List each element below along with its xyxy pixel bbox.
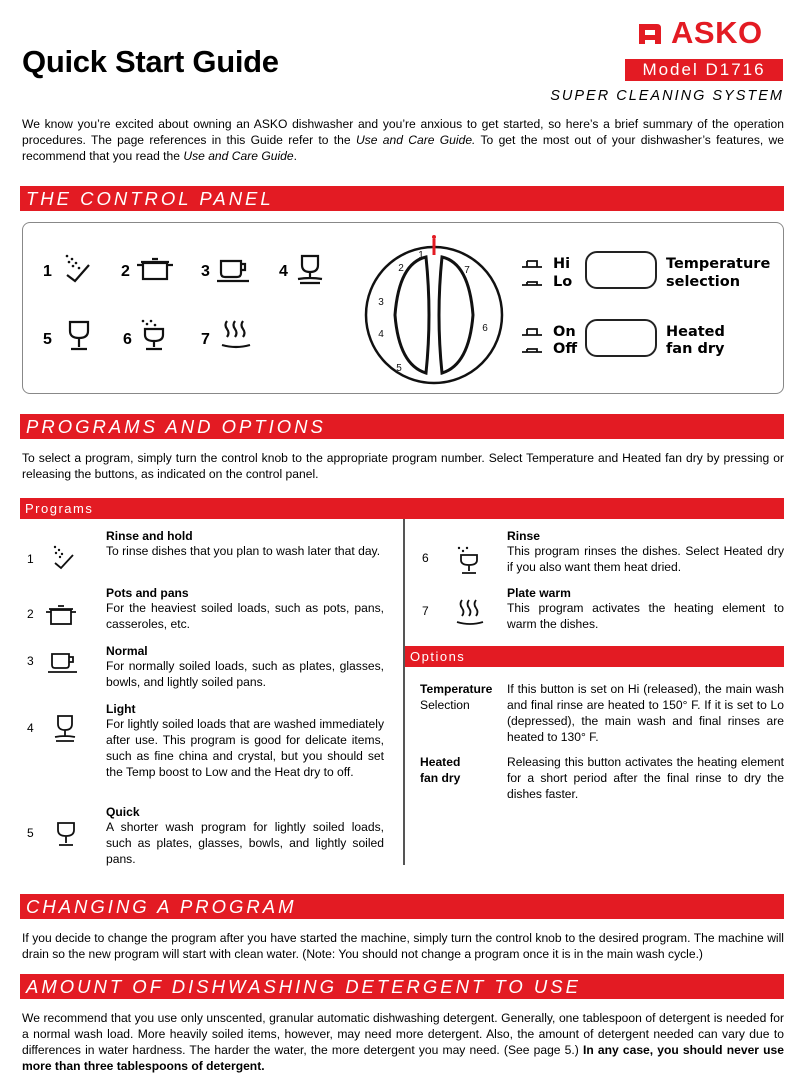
released-button-icon bbox=[521, 259, 543, 271]
asko-logo-icon bbox=[635, 18, 665, 48]
programs-description: To select a program, simply turn the control knob to the appropriate program number. Select Temperature and Heated fan dry by pressing or releasing the buttons, as indicated on the control panel. bbox=[22, 451, 784, 481]
model-badge: Model D1716 bbox=[625, 59, 783, 81]
rinse-hold-icon bbox=[59, 251, 93, 285]
temp-lo-label: Lo bbox=[553, 274, 573, 290]
wine-glass-icon bbox=[295, 253, 325, 287]
dry-off-label: Off bbox=[553, 341, 578, 357]
program-dial[interactable] bbox=[359, 233, 509, 389]
cup-icon bbox=[215, 253, 251, 285]
brand-name: ASKO bbox=[671, 15, 763, 50]
section-heading-programs-options: PROGRAMS AND OPTIONS bbox=[20, 414, 784, 439]
wine-glass-icon bbox=[52, 712, 78, 746]
option-label: Temperature Selection bbox=[420, 682, 493, 712]
program-number: 7 bbox=[422, 604, 429, 618]
heated-dry-label: Heated bbox=[666, 324, 725, 340]
changing-paragraph: If you decide to change the program after you have started the machine, simply turn the control knob to the desired program. The machine will drain so the new program will start with clean water. (Note: You should not change a program once it is in the main wash cycle.) bbox=[22, 931, 784, 961]
option-text: If this button is set on Hi (released), the main wash and final rinse are heated to 150° F. If it is set to Lo (depressed), the main wash and final rinses are heated to 130° F. bbox=[507, 682, 784, 744]
dial-number: 6 bbox=[482, 323, 488, 334]
dial-number: 2 bbox=[398, 263, 404, 274]
brand-logo bbox=[635, 16, 763, 50]
detergent-paragraph: We recommend that you use only unscented, granular automatic dishwashing detergent. Generally, one tablespoon of detergent is needed for a normal wash load. More heavily soiled items, however, may need more detergent. Also, the amount of detergent needed can vary due to differences in water hardness. The harder the water, the more detergent you may need. (See page 5.) In any case, you should never use more than three tablespoons of detergent. bbox=[22, 1011, 784, 1073]
option-label: Heated fan dry bbox=[420, 755, 461, 785]
cup-icon bbox=[46, 648, 80, 676]
program-number: 3 bbox=[27, 654, 34, 668]
panel-number: 6 bbox=[123, 331, 132, 348]
temperature-button[interactable] bbox=[585, 251, 657, 289]
heated-dry-button[interactable] bbox=[585, 319, 657, 357]
plate-warm-icon bbox=[454, 597, 486, 627]
section-heading-detergent: AMOUNT OF DISHWASHING DETERGENT TO USE bbox=[20, 974, 784, 999]
dial-number: 5 bbox=[396, 363, 402, 374]
released-button-icon bbox=[521, 327, 543, 339]
program-number: 5 bbox=[27, 826, 34, 840]
glass-icon bbox=[65, 319, 93, 353]
program-item: Plate warm This program activates the heating element to warm the dishes. bbox=[507, 586, 784, 631]
plate-warm-icon bbox=[219, 317, 253, 353]
program-item: Rinse and hold To rinse dishes that you plan to wash later that day. bbox=[106, 529, 381, 558]
programs-heading: Programs bbox=[20, 498, 784, 519]
panel-number: 1 bbox=[43, 263, 52, 280]
rinse-glass-icon bbox=[454, 544, 484, 578]
section-heading-changing-program: CHANGING A PROGRAM bbox=[20, 894, 784, 919]
panel-number: 4 bbox=[279, 263, 288, 280]
temp-hi-label: Hi bbox=[553, 256, 571, 272]
dial-number: 4 bbox=[378, 329, 384, 340]
control-panel-diagram bbox=[22, 222, 784, 394]
pot-icon bbox=[44, 601, 78, 629]
temperature-label: selection bbox=[666, 274, 741, 290]
program-item: Rinse This program rinses the dishes. Select Heated dry if you also want them heat dried. bbox=[507, 529, 784, 574]
program-item: Normal For normally soiled loads, such as plates, glasses, bowls, and lightly soiled pans. bbox=[106, 644, 384, 689]
options-heading: Options bbox=[405, 646, 784, 667]
temperature-label: Temperature bbox=[666, 256, 771, 272]
subtitle: SUPER CLEANING SYSTEM bbox=[550, 88, 784, 104]
panel-number: 7 bbox=[201, 331, 210, 348]
program-number: 1 bbox=[27, 552, 34, 566]
program-item: Quick A shorter wash program for lightly soiled loads, such as plates, glasses, bowls, and lightly soiled pans. bbox=[106, 805, 384, 866]
program-number: 2 bbox=[27, 607, 34, 621]
panel-number: 3 bbox=[201, 263, 210, 280]
depressed-button-icon bbox=[521, 278, 543, 288]
program-number: 4 bbox=[27, 721, 34, 735]
glass-icon bbox=[54, 819, 78, 849]
rinse-glass-icon bbox=[137, 317, 169, 353]
dial-number: 7 bbox=[464, 265, 470, 276]
page-title: Quick Start Guide bbox=[22, 44, 279, 79]
column-divider bbox=[403, 519, 405, 865]
section-heading-control-panel: THE CONTROL PANEL bbox=[20, 186, 784, 211]
rinse-hold-icon bbox=[50, 543, 76, 571]
dry-on-label: On bbox=[553, 324, 576, 340]
dial-number: 1 bbox=[418, 250, 424, 261]
pot-icon bbox=[135, 253, 175, 285]
heated-dry-label: fan dry bbox=[666, 341, 725, 357]
option-text: Releasing this button activates the heating element for a short period after the final rinse to dry the dishes faster. bbox=[507, 755, 784, 801]
intro-paragraph: We know you’re excited about owning an ASKO dishwasher and you’re anxious to get started, so here’s a brief summary of the operation procedures. The page references in this Guide refer to the Use and Care Guide. To get the most out of your dishwasher’s features, we recommend that you read the Use and Care Guide. bbox=[22, 117, 784, 163]
panel-number: 2 bbox=[121, 263, 130, 280]
program-number: 6 bbox=[422, 551, 429, 565]
panel-number: 5 bbox=[43, 331, 52, 348]
depressed-button-icon bbox=[521, 345, 543, 355]
program-item: Pots and pans For the heaviest soiled loads, such as pots, pans, casseroles, etc. bbox=[106, 586, 384, 631]
program-item: Light For lightly soiled loads that are washed immediately after use. This program is good for delicate items, such as fine china and crystal, but you should set the Temp boost to Low and the Heat dry to off. bbox=[106, 702, 384, 779]
dial-number: 3 bbox=[378, 297, 384, 308]
